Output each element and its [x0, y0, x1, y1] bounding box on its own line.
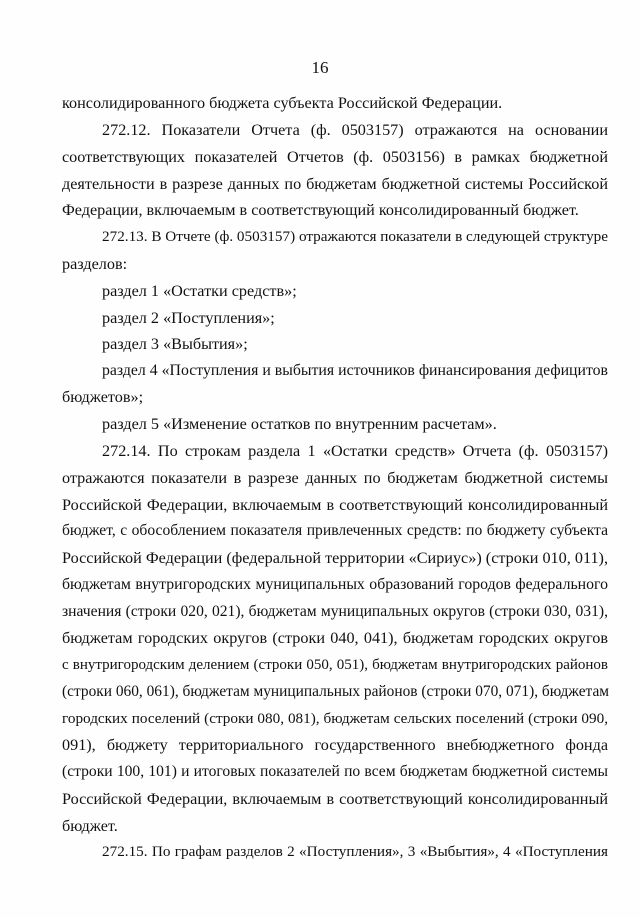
text-line: Российской Федерации, включаемым в соответствующий консолидированный — [62, 790, 608, 808]
text-line: значения (строки 020, 021), бюджетам муниципальных округов (строки 030, 031), — [62, 603, 608, 620]
text-line: 272.13. В Отчете (ф. 0503157) отражаются показатели в следующей структуре — [102, 228, 609, 245]
list-item: раздел 4 «Поступления и выбытия источников финансирования дефицитов — [102, 362, 608, 379]
list-item: раздел 1 «Остатки средств»; — [102, 282, 297, 300]
text-line: 272.12. Показатели Отчета (ф. 0503157) отражаются на основании — [102, 121, 608, 139]
text-line: деятельности в разрезе данных по бюджетам бюджетной системы Российской — [62, 175, 608, 193]
text-line: (строки 060, 061), бюджетам муниципальных районов (строки 070, 071), бюджетам — [62, 683, 610, 700]
text-line: городских поселений (строки 080, 081), бюджетам сельских поселений (строки 090, — [62, 710, 608, 727]
text-line: консолидированного бюджета субъекта Российской Федерации. — [62, 94, 503, 112]
list-item: раздел 2 «Поступления»; — [102, 309, 275, 327]
text-line: бюджет. — [62, 817, 118, 835]
text-line: соответствующих показателей Отчетов (ф. 0503156) в рамках бюджетной — [62, 148, 608, 166]
text-line: бюджетам внутригородских муниципальных образований городов федерального — [62, 576, 608, 593]
list-item: раздел 5 «Изменение остатков по внутренним расчетам». — [102, 415, 497, 433]
page-number: 16 — [311, 58, 329, 77]
text-line: бюджетов»; — [62, 388, 144, 406]
text-line: (строки 100, 101) и итоговых показателей по всем бюджетам бюджетной системы — [62, 763, 608, 780]
text-line: 272.15. По графам разделов 2 «Поступления», 3 «Выбытия», 4 «Поступления — [102, 843, 608, 860]
text-line: Федерации, включаемым в соответствующий консолидированный бюджет. — [62, 201, 579, 219]
text-line: 272.14. По строкам раздела 1 «Остатки средств» Отчета (ф. 0503157) — [102, 442, 608, 460]
list-item: раздел 3 «Выбытия»; — [102, 335, 248, 353]
text-line: Российской Федерации (федеральной территории «Сириус») (строки 010, 011), — [62, 549, 608, 567]
text-line: Российской Федерации, включаемым в соответствующий консолидированный — [62, 496, 608, 514]
text-line: с внутригородским делением (строки 050, 051), бюджетам внутригородских районов — [62, 657, 608, 673]
text-line: разделов: — [62, 255, 128, 273]
text-line: 091), бюджету территориального государственного внебюджетного фонда — [62, 736, 608, 754]
text-line: бюджет, с обособлением показателя привлеченных средств: по бюджету субъекта — [62, 522, 608, 539]
text-line: отражаются показатели в разрезе данных по бюджетам бюджетной системы — [62, 469, 608, 487]
text-line: бюджетам городских округов (строки 040, 041), бюджетам городских округов — [62, 629, 608, 647]
